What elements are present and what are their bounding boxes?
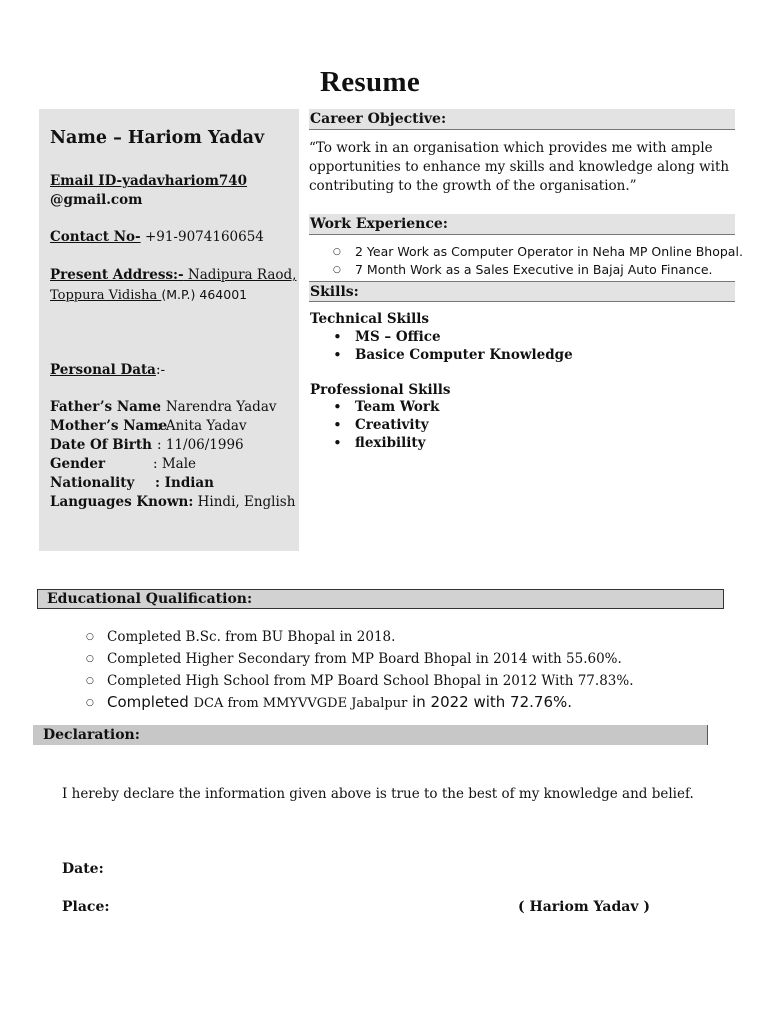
education-item-3: Completed High School from MP Board School Bhopal in 2012 With 77.83%. <box>107 673 634 689</box>
personal-row-dob: Date Of Birth : 11/06/1996 <box>50 437 244 453</box>
address-value-2: Toppura Vidisha <box>50 288 162 303</box>
address-line-2 <box>50 285 247 305</box>
technical-skills-heading: Technical Skills <box>310 311 429 327</box>
declaration-heading: Declaration: <box>33 725 708 745</box>
education-item-2: Completed Higher Secondary from MP Board Bhopal in 2014 with 55.60%. <box>107 651 622 667</box>
signature-name: ( Hariom Yadav ) <box>518 899 650 915</box>
personal-row-mother: Mother’s Name: Anita Yadav <box>50 418 247 434</box>
circle-bullet-icon: ○ <box>86 654 94 664</box>
email-label: Email ID-yadavhariom740 <box>50 173 248 189</box>
career-objective-text: “To work in an organisation which provides me with ample opportunities to enhance my skills and knowledge along with contributing to the growth of the organisation.” <box>309 140 730 194</box>
date-label: Date: <box>62 861 104 877</box>
personal-row-father: Father’s Name: Narendra Yadav <box>50 399 277 415</box>
professional-skill-3: flexibility <box>355 435 426 451</box>
address-line-1 <box>50 266 296 285</box>
personal-row-nationality: Nationality : Indian <box>50 475 214 491</box>
work-item-1: 2 Year Work as Computer Operator in Neha MP Online Bhopal. <box>355 244 743 259</box>
circle-bullet-icon: ○ <box>86 698 94 708</box>
candidate-name: Name – Hariom Yadav <box>50 128 265 148</box>
technical-skill-2: Basice Computer Knowledge <box>355 347 573 363</box>
bullet-icon: • <box>333 328 342 346</box>
professional-skills-heading: Professional Skills <box>310 382 451 398</box>
address-value-1: Nadipura Raod, <box>183 267 297 283</box>
email-continuation: @gmail.com <box>50 192 143 208</box>
professional-skill-1: Team Work <box>355 399 440 415</box>
skills-heading: Skills: <box>309 281 735 302</box>
circle-bullet-icon: ○ <box>86 632 94 642</box>
declaration-text: I hereby declare the information given above is true to the best of my knowledge and belief. <box>62 786 694 802</box>
address-value-3: (M.P.) 464001 <box>161 287 248 302</box>
bullet-icon: • <box>333 398 342 416</box>
education-item-4: Completed DCA from MMYVVGDE Jabalpur in 2022 with 72.76%. <box>107 693 573 711</box>
circle-bullet-icon: ○ <box>86 676 94 686</box>
circle-bullet-icon: ○ <box>333 247 341 257</box>
work-experience-heading: Work Experience: <box>309 214 735 235</box>
address-label: Present Address:- <box>50 267 184 283</box>
work-item-2: 7 Month Work as a Sales Executive in Bajaj Auto Finance. <box>355 262 713 277</box>
personal-data-heading: Personal Data:- <box>50 362 166 378</box>
contact-label: Contact No- <box>50 229 141 245</box>
place-label: Place: <box>62 899 110 915</box>
technical-skill-1: MS – Office <box>355 329 441 345</box>
personal-row-gender: Gender : Male <box>50 456 197 472</box>
education-heading: Educational Qualification: <box>37 589 724 609</box>
bullet-icon: • <box>333 416 342 434</box>
contact-value: +91-9074160654 <box>140 229 264 245</box>
bullet-icon: • <box>333 346 342 364</box>
page-title: Resume <box>319 66 421 98</box>
professional-skill-2: Creativity <box>355 417 429 433</box>
education-item-1: Completed B.Sc. from BU Bhopal in 2018. <box>107 629 396 645</box>
career-objective-heading: Career Objective: <box>309 109 735 130</box>
bullet-icon: • <box>333 434 342 452</box>
personal-info-panel <box>39 109 299 551</box>
contact-line <box>50 228 264 247</box>
circle-bullet-icon: ○ <box>333 265 341 275</box>
personal-row-languages: Languages Known: Hindi, English <box>50 494 296 510</box>
